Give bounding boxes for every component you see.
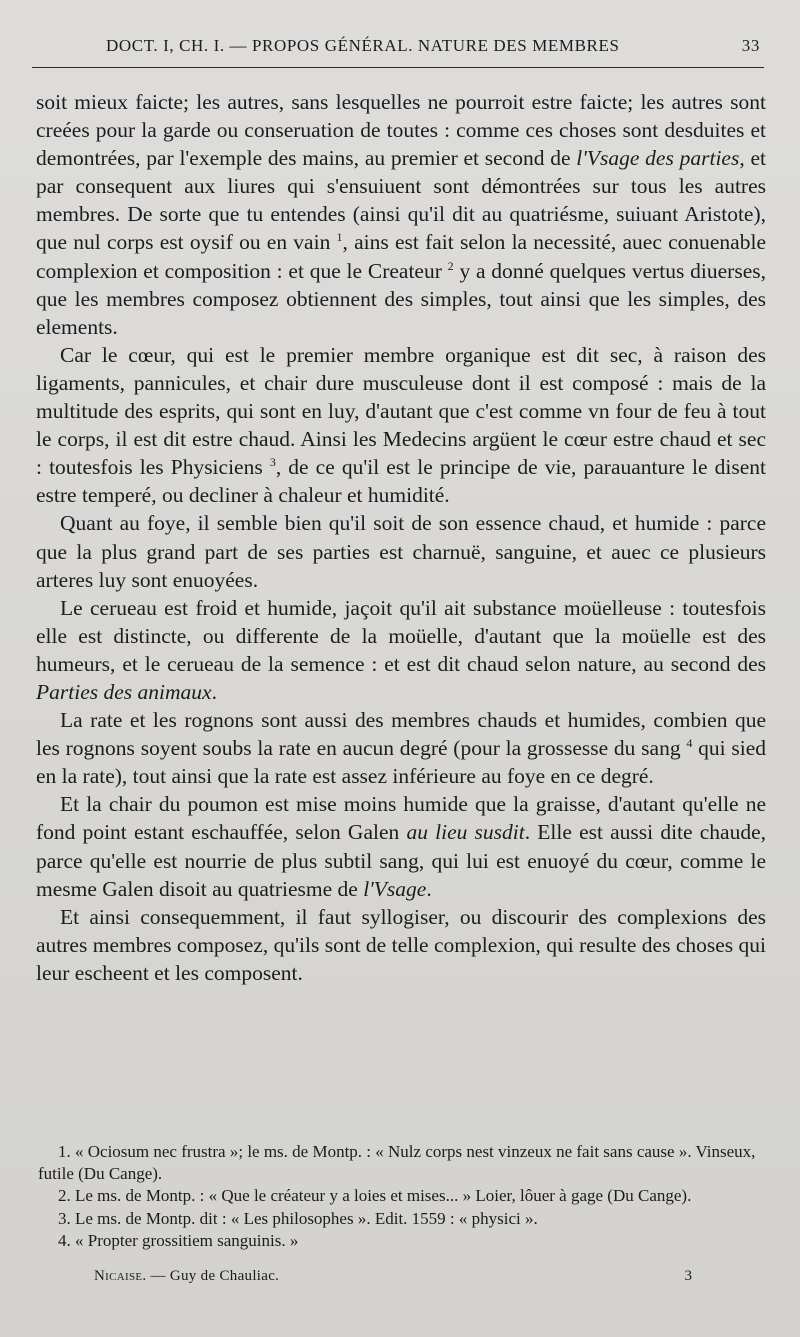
body-paragraph — [36, 509, 766, 593]
running-header — [36, 30, 760, 62]
text-run: Le cerueau est froid et humide, jaçoit qu'il ait substance moüelleuse : toutesfois elle est distincte, ou differente de la moüelle, d'autant que la moüelle est des humeurs, et le cerueau de la semence : et est dit chaud selon nature, au second des — [36, 595, 766, 676]
footnote-reference: 4 — [686, 736, 693, 750]
text-run: . — [211, 679, 217, 704]
italic-title: au lieu susdit — [406, 820, 525, 845]
text-run: . Elle est aussi dite chaude, parce qu'elle est nourrie de plus subtil sang, qui lui est enuoyé du cœur, comme le mesme Galen disoit au quatriesme de — [36, 820, 766, 901]
page-number: 33 — [741, 36, 760, 55]
body-paragraph — [36, 341, 766, 510]
footnote: 2. Le ms. de Montp. : « Que le créateur y a loies et mises... » Loier, lôuer à gage (Du Cange). — [58, 1186, 692, 1206]
footer-separator: — — [150, 1268, 166, 1284]
footer-author: Nicaise. — [94, 1268, 147, 1284]
italic-title: l'Vsage — [363, 876, 427, 901]
text-run: . — [426, 876, 432, 901]
italic-title: Parties des animaux — [36, 679, 212, 704]
signature-mark: 3 — [684, 1268, 692, 1284]
footnote-reference: 1 — [336, 230, 343, 245]
footnote-reference: 2 — [447, 258, 454, 273]
body-paragraph — [36, 706, 766, 790]
text-run: Car le cœur, qui est le premier membre organique est dit sec, à raison des ligaments, pannicules, et chair dure musculeuse dont il est composé : mais de la multitude des esprits, qui sont en luy, d'autant que c'est comme vn four de feu à tout le corps, il est dit estre chaud. Ainsi les Medecins argüent le cœur estre chaud et sec : toutesfois les Physiciens — [36, 342, 766, 480]
footer-book-title: Guy de Chauliac. — [169, 1268, 280, 1284]
footnote: 1. « Ociosum nec frustra »; le ms. de Montp. : « Nulz corps nest vinzeux ne fait sans cause ». Vinseux, futile (Du Cange). — [38, 1142, 756, 1184]
italic-title: l'Vsage des parties — [576, 146, 740, 171]
text-run: , et par consequent aux liures qui s'ensuiuent sont démontrées sur tous les autres membres. De sorte que tu entendes (ainsi qu'il dit au quatriésme, suiuant Aristote), que nul corps est oysif ou en vain — [36, 146, 766, 255]
footnote-reference: 3 — [269, 455, 276, 470]
body-paragraph — [36, 594, 766, 706]
text-run: soit mieux faicte; les autres, sans lesquelles ne pourroit estre faicte; les autres sont creées pour la garde ou conseruation de toutes : comme ces choses sont desduites et demontrées, par l'exemple des mains, au premier et second de — [36, 90, 766, 171]
text-run: Et la chair du poumon est mise moins humide que la graisse, d'autant qu'elle ne fond point estant eschauffée, selon Galen — [36, 792, 766, 845]
footnote: 4. « Propter grossitiem sanguinis. » — [58, 1230, 299, 1250]
text-run: , ains est fait selon la necessité, auec conuenable complexion et composition : et que le Createur — [36, 230, 766, 283]
body-paragraph — [36, 903, 766, 987]
text-run: La rate et les rognons sont aussi des membres chauds et humides, combien que les rognons soyent soubs la rate en aucun degré (pour la grossesse du sang — [36, 708, 766, 761]
main-text — [36, 88, 766, 987]
header-rule — [32, 67, 764, 68]
text-run: qui sied en la rate), tout ainsi que la rate est assez inférieure au foye en ce degré. — [36, 736, 767, 789]
body-paragraph — [36, 88, 766, 341]
text-run: Quant au foye, il semble bien qu'il soit de son essence chaud, et humide : parce que la plus grand part de ses parties est charnuë, sanguine, et auec ce plusieurs arteres luy sont enuoyées. — [36, 511, 766, 592]
footnotes — [38, 1141, 766, 1252]
page-footer — [38, 1268, 692, 1285]
body-paragraph — [36, 790, 766, 902]
footer-credit — [94, 1268, 279, 1285]
running-title: DOCT. I, CH. I. — PROPOS GÉNÉRAL. NATURE DES MEMBRES — [106, 36, 620, 55]
text-run: , de ce qu'il est le principe de vie, parauanture le disent estre temperé, ou decliner à chaleur et humidité. — [36, 455, 767, 508]
text-run: y a donné quelques vertus diuerses, que les membres composez obtiennent des simples, tout ainsi que les simples, des elements. — [36, 258, 766, 339]
footnote: 3. Le ms. de Montp. dit : « Les philosophes ». Edit. 1559 : « physici ». — [58, 1208, 538, 1228]
text-run: Et ainsi consequemment, il faut syllogiser, ou discourir des complexions des autres membres composez, qu'ils sont de telle complexion, qui resulte des choses qui leur escheent et les composent. — [36, 904, 766, 985]
